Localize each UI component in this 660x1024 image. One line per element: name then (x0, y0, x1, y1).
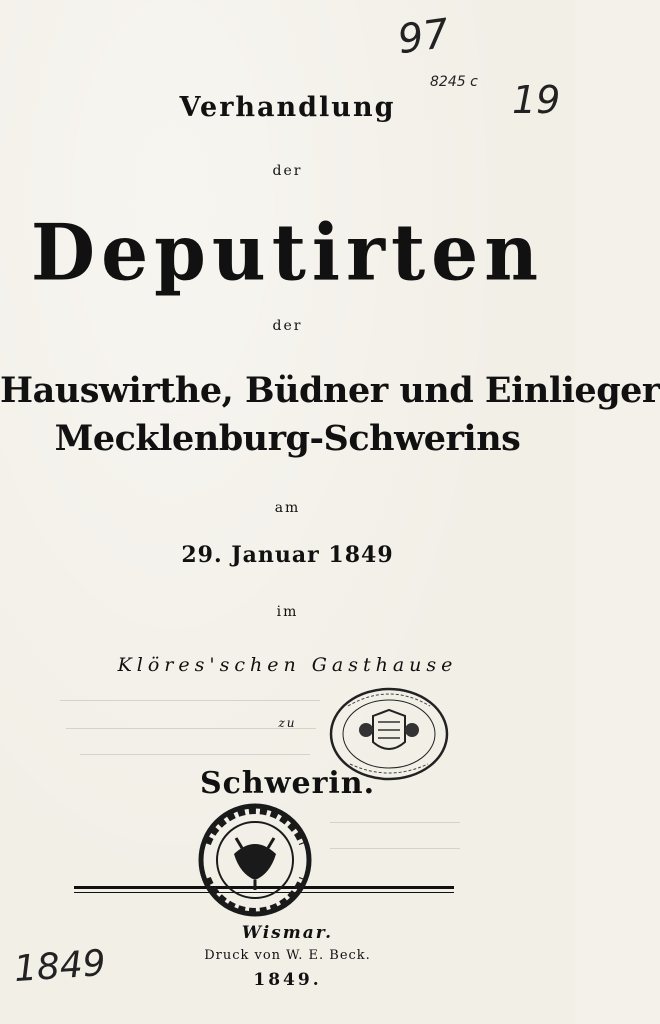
library-seal-stamp (328, 686, 450, 782)
imprint-printer: Druck von W. E. Beck. (204, 948, 371, 963)
handwritten-number-top: 97 (395, 10, 452, 64)
bleed-through-line (330, 822, 460, 823)
title-line-mecklenburg: Mecklenburg-Schwerins (54, 418, 521, 459)
title-line-deputirten: Deputirten (30, 207, 545, 299)
bleed-through-line (60, 700, 320, 701)
handwritten-number-right: 19 (512, 78, 561, 122)
title-line-im: im (276, 604, 299, 620)
imprint-place: Wismar. (241, 923, 334, 943)
title-city: Schwerin. (199, 766, 376, 801)
title-line-verhandlung: Verhandlung (179, 92, 396, 123)
title-line-der-2: der (272, 318, 303, 334)
imprint-year: 1849. (253, 970, 322, 990)
title-line-hauswirthe: Hauswirthe, Büdner und Einlieger (0, 370, 660, 411)
title-line-der-1: der (272, 163, 303, 179)
bleed-through-line (330, 848, 460, 849)
handwritten-number-bottom: 1849 (12, 942, 107, 991)
title-venue: Klöres'schen Gasthause (117, 654, 458, 676)
circular-stamp (194, 804, 316, 916)
title-line-am: am (274, 500, 301, 516)
handwritten-shelf-mark: 8245 c (430, 74, 478, 90)
title-date: 29. Januar 1849 (181, 542, 394, 568)
title-line-zu: zu (278, 716, 297, 730)
bleed-through-line (80, 754, 310, 755)
